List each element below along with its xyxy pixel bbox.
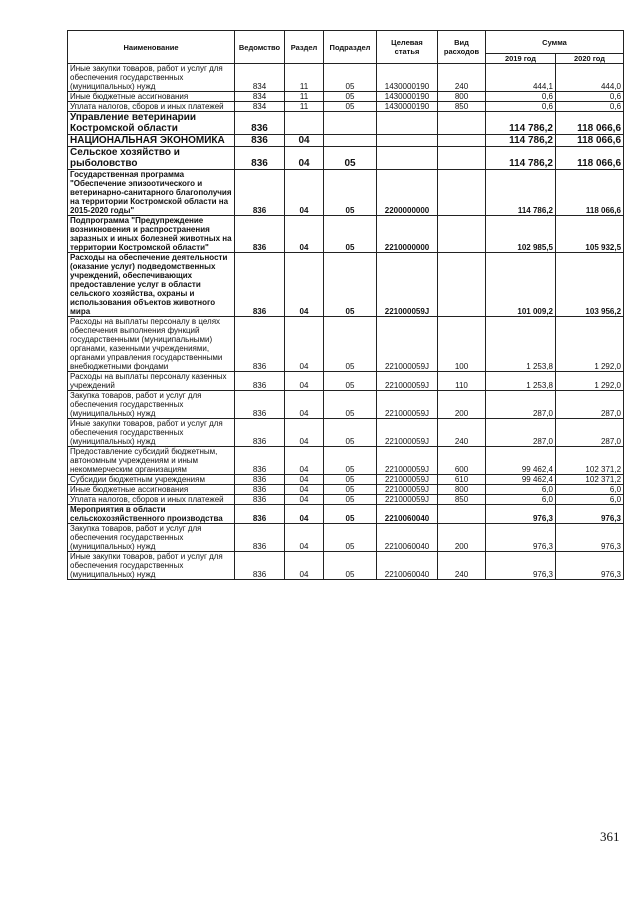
cell-subsection [324, 135, 377, 147]
cell-target: 1430000190 [377, 92, 438, 102]
cell-type [438, 170, 486, 216]
cell-department: 836 [235, 475, 285, 485]
cell-name: Уплата налогов, сборов и иных платежей [68, 495, 235, 505]
cell-type: 850 [438, 102, 486, 112]
cell-type: 850 [438, 495, 486, 505]
cell-type: 240 [438, 64, 486, 92]
cell-type [438, 505, 486, 524]
table-row [68, 485, 624, 495]
table-row [68, 505, 624, 524]
cell-subsection: 05 [324, 495, 377, 505]
cell-subsection: 05 [324, 170, 377, 216]
cell-section: 04 [285, 372, 324, 391]
cell-name: Предоставление субсидий бюджетным, автономным учреждениям и иным некоммерческим организациям [68, 447, 235, 475]
cell-type [438, 147, 486, 170]
header-type: Вид расходов [438, 31, 486, 64]
cell-name: Сельское хозяйство и рыболовство [68, 147, 235, 170]
cell-sum-2020: 976,3 [556, 552, 624, 580]
cell-subsection: 05 [324, 317, 377, 372]
cell-department: 836 [235, 552, 285, 580]
cell-type: 100 [438, 317, 486, 372]
cell-department: 836 [235, 147, 285, 170]
cell-subsection: 05 [324, 419, 377, 447]
cell-sum-2019: 976,3 [486, 505, 556, 524]
cell-target: 221000059J [377, 447, 438, 475]
cell-type [438, 253, 486, 317]
cell-sum-2019: 99 462,4 [486, 475, 556, 485]
cell-subsection: 05 [324, 391, 377, 419]
cell-name: Иные закупки товаров, работ и услуг для обеспечения государственных (муниципальных) нужд [68, 64, 235, 92]
cell-subsection: 05 [324, 485, 377, 495]
cell-sum-2020: 118 066,6 [556, 135, 624, 147]
cell-section: 04 [285, 391, 324, 419]
cell-department: 836 [235, 253, 285, 317]
table-row [68, 552, 624, 580]
cell-sum-2020: 118 066,6 [556, 112, 624, 135]
cell-department: 836 [235, 485, 285, 495]
cell-section: 04 [285, 170, 324, 216]
table-row [68, 317, 624, 372]
header-department: Ведомство [235, 31, 285, 64]
cell-department: 836 [235, 447, 285, 475]
cell-section: 04 [285, 135, 324, 147]
cell-sum-2019: 287,0 [486, 419, 556, 447]
cell-subsection: 05 [324, 102, 377, 112]
header-section: Раздел [285, 31, 324, 64]
cell-target: 221000059J [377, 253, 438, 317]
cell-subsection: 05 [324, 524, 377, 552]
cell-sum-2020: 444,0 [556, 64, 624, 92]
header-2019: 2019 год [486, 54, 556, 64]
cell-sum-2020: 118 066,6 [556, 147, 624, 170]
cell-section: 04 [285, 317, 324, 372]
cell-department: 836 [235, 419, 285, 447]
header-target: Целевая статья [377, 31, 438, 64]
cell-sum-2019: 101 009,2 [486, 253, 556, 317]
cell-department: 836 [235, 391, 285, 419]
cell-target: 1430000190 [377, 64, 438, 92]
cell-department: 834 [235, 92, 285, 102]
cell-department: 836 [235, 495, 285, 505]
cell-type: 610 [438, 475, 486, 485]
cell-department: 836 [235, 135, 285, 147]
cell-sum-2020: 1 292,0 [556, 317, 624, 372]
cell-target: 2200000000 [377, 170, 438, 216]
cell-type: 800 [438, 485, 486, 495]
table-row [68, 216, 624, 253]
cell-subsection: 05 [324, 475, 377, 485]
cell-name: Иные бюджетные ассигнования [68, 485, 235, 495]
cell-sum-2019: 1 253,8 [486, 317, 556, 372]
cell-section: 04 [285, 475, 324, 485]
cell-name: Субсидии бюджетным учреждениям [68, 475, 235, 485]
cell-sum-2020: 0,6 [556, 102, 624, 112]
cell-sum-2020: 287,0 [556, 391, 624, 419]
cell-department: 836 [235, 372, 285, 391]
cell-department: 834 [235, 102, 285, 112]
cell-section: 04 [285, 505, 324, 524]
cell-section: 11 [285, 64, 324, 92]
table-row [68, 135, 624, 147]
cell-section: 04 [285, 253, 324, 317]
table-row [68, 391, 624, 419]
cell-sum-2019: 114 786,2 [486, 135, 556, 147]
cell-type: 200 [438, 391, 486, 419]
cell-subsection: 05 [324, 92, 377, 102]
cell-section: 11 [285, 102, 324, 112]
cell-subsection: 05 [324, 216, 377, 253]
table-row [68, 102, 624, 112]
cell-subsection: 05 [324, 447, 377, 475]
cell-subsection: 05 [324, 147, 377, 170]
cell-name: Управление ветеринарии Костромской области [68, 112, 235, 135]
cell-name: Расходы на обеспечение деятельности (оказание услуг) подведомственных учреждений, обеспечивающих предоставление услуг в области сельского хозяйства, охраны и использования объектов животного мира [68, 253, 235, 317]
table-row [68, 419, 624, 447]
cell-sum-2019: 102 985,5 [486, 216, 556, 253]
cell-subsection: 05 [324, 505, 377, 524]
cell-type: 240 [438, 419, 486, 447]
table-row [68, 170, 624, 216]
cell-sum-2019: 6,0 [486, 495, 556, 505]
cell-sum-2019: 114 786,2 [486, 112, 556, 135]
cell-target: 221000059J [377, 419, 438, 447]
cell-sum-2019: 6,0 [486, 485, 556, 495]
cell-department: 836 [235, 112, 285, 135]
cell-sum-2020: 287,0 [556, 419, 624, 447]
table-body [68, 64, 624, 580]
table-row [68, 372, 624, 391]
cell-name: НАЦИОНАЛЬНАЯ ЭКОНОМИКА [68, 135, 235, 147]
cell-department: 836 [235, 170, 285, 216]
header-name: Наименование [68, 31, 235, 64]
cell-sum-2020: 976,3 [556, 524, 624, 552]
cell-department: 834 [235, 64, 285, 92]
cell-target: 2210000000 [377, 216, 438, 253]
cell-name: Иные закупки товаров, работ и услуг для обеспечения государственных (муниципальных) нужд [68, 419, 235, 447]
cell-subsection: 05 [324, 253, 377, 317]
cell-target: 2210060040 [377, 505, 438, 524]
cell-sum-2020: 102 371,2 [556, 447, 624, 475]
cell-sum-2019: 0,6 [486, 102, 556, 112]
cell-sum-2020: 1 292,0 [556, 372, 624, 391]
table-header [68, 31, 624, 64]
cell-department: 836 [235, 524, 285, 552]
cell-section: 04 [285, 552, 324, 580]
cell-type: 800 [438, 92, 486, 102]
cell-section: 04 [285, 447, 324, 475]
header-sum: Сумма [486, 31, 624, 54]
table-row [68, 112, 624, 135]
cell-type: 240 [438, 552, 486, 580]
cell-sum-2019: 287,0 [486, 391, 556, 419]
cell-type [438, 216, 486, 253]
cell-name: Закупка товаров, работ и услуг для обеспечения государственных (муниципальных) нужд [68, 524, 235, 552]
cell-type: 600 [438, 447, 486, 475]
cell-target: 221000059J [377, 391, 438, 419]
cell-section: 04 [285, 419, 324, 447]
cell-section: 04 [285, 495, 324, 505]
header-2020: 2020 год [556, 54, 624, 64]
cell-section [285, 112, 324, 135]
cell-sum-2020: 0,6 [556, 92, 624, 102]
cell-section: 04 [285, 524, 324, 552]
cell-name: Подпрограмма "Предупреждение возникновения и распространения заразных и иных болезней животных на территории Костромской области" [68, 216, 235, 253]
cell-name: Иные бюджетные ассигнования [68, 92, 235, 102]
cell-sum-2020: 976,3 [556, 505, 624, 524]
cell-name: Уплата налогов, сборов и иных платежей [68, 102, 235, 112]
cell-department: 836 [235, 317, 285, 372]
cell-sum-2019: 976,3 [486, 552, 556, 580]
cell-sum-2020: 6,0 [556, 495, 624, 505]
table-row [68, 447, 624, 475]
cell-sum-2019: 976,3 [486, 524, 556, 552]
cell-subsection: 05 [324, 552, 377, 580]
cell-target [377, 112, 438, 135]
budget-table [67, 30, 624, 580]
cell-sum-2019: 114 786,2 [486, 147, 556, 170]
cell-section: 04 [285, 216, 324, 253]
cell-section: 04 [285, 485, 324, 495]
table-row [68, 524, 624, 552]
cell-name: Государственная программа "Обеспечение эпизоотического и ветеринарно-санитарного благополучия на территории Костромской области на 2015-2020 годы" [68, 170, 235, 216]
cell-sum-2019: 99 462,4 [486, 447, 556, 475]
cell-sum-2019: 114 786,2 [486, 170, 556, 216]
cell-section: 11 [285, 92, 324, 102]
cell-target [377, 135, 438, 147]
cell-type [438, 135, 486, 147]
cell-target: 221000059J [377, 485, 438, 495]
cell-target: 221000059J [377, 317, 438, 372]
cell-sum-2019: 1 253,8 [486, 372, 556, 391]
cell-target: 221000059J [377, 495, 438, 505]
table-row [68, 475, 624, 485]
cell-subsection: 05 [324, 372, 377, 391]
cell-target: 2210060040 [377, 552, 438, 580]
table-row [68, 253, 624, 317]
cell-section: 04 [285, 147, 324, 170]
cell-department: 836 [235, 505, 285, 524]
table-row [68, 92, 624, 102]
cell-target: 221000059J [377, 475, 438, 485]
cell-type: 110 [438, 372, 486, 391]
cell-sum-2019: 0,6 [486, 92, 556, 102]
cell-target [377, 147, 438, 170]
cell-department: 836 [235, 216, 285, 253]
cell-sum-2020: 118 066,6 [556, 170, 624, 216]
cell-name: Закупка товаров, работ и услуг для обеспечения государственных (муниципальных) нужд [68, 391, 235, 419]
table-row [68, 147, 624, 170]
page-number: 361 [600, 829, 620, 844]
cell-sum-2019: 444,1 [486, 64, 556, 92]
table-row [68, 64, 624, 92]
cell-sum-2020: 102 371,2 [556, 475, 624, 485]
cell-target: 2210060040 [377, 524, 438, 552]
cell-name: Расходы на выплаты персоналу в целях обеспечения выполнения функций государственными (муниципальными) органами, казенными учреждениями, органами управления государственными внебюджетными фондами [68, 317, 235, 372]
cell-name: Иные закупки товаров, работ и услуг для обеспечения государственных (муниципальных) нужд [68, 552, 235, 580]
cell-type: 200 [438, 524, 486, 552]
cell-subsection [324, 112, 377, 135]
cell-name: Мероприятия в области сельскохозяйственного производства [68, 505, 235, 524]
cell-sum-2020: 103 956,2 [556, 253, 624, 317]
table-row [68, 495, 624, 505]
cell-target: 1430000190 [377, 102, 438, 112]
cell-type [438, 112, 486, 135]
cell-name: Расходы на выплаты персоналу казенных учреждений [68, 372, 235, 391]
cell-sum-2020: 105 932,5 [556, 216, 624, 253]
header-subsection: Подраздел [324, 31, 377, 64]
cell-subsection: 05 [324, 64, 377, 92]
cell-sum-2020: 6,0 [556, 485, 624, 495]
cell-target: 221000059J [377, 372, 438, 391]
